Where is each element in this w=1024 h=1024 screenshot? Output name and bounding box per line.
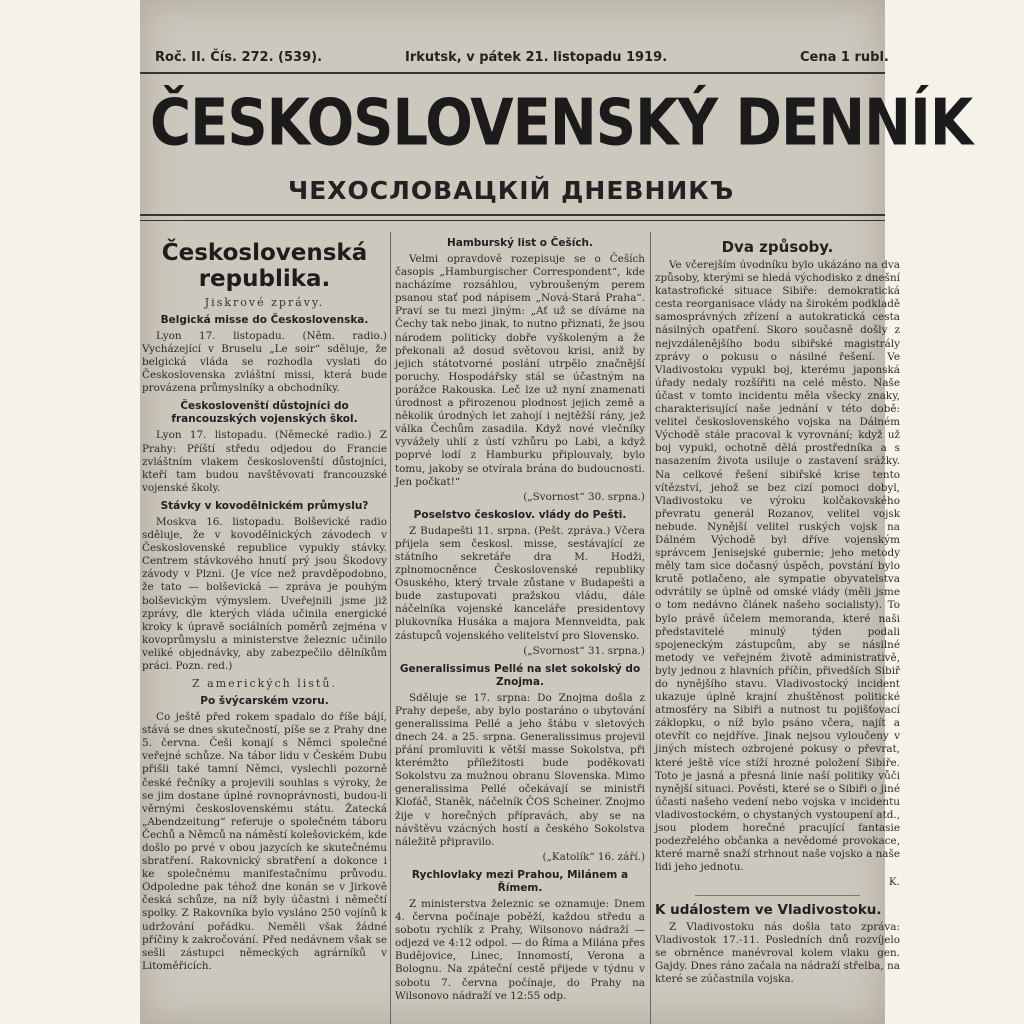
article-body: Sděluje se 17. srpna: Do Znojma došla z Prahy depeše, aby bylo postaráno o ubytování generalissima Pellé a jeho štábu v sletových dnech 24. a 25. srpna. Generalissimus projevil přání promluviti k větší masse Sokolstva, při kterémžto příležitosti bude poděkovati Sokolstvu za mužnou obranu Slovenska. Mimo generalissima Pellé očekávají se ministři Klofáč, Staněk, náčelník ČOS Scheiner. Znojmo žije v horečných přípravách, aby se na návštěvu vzácných hostí a českého Sokolstva náležitě připravilo.: [395, 691, 645, 848]
article-separator: [695, 895, 860, 896]
article-source: („Svornost“ 30. srpna.): [523, 490, 645, 503]
newspaper-page: [140, 0, 973, 1024]
article-body: Velmi opravdově rozepisuje se o Češích časopis „Hamburgischer Correspondent“, kde nacházíme rozsáhlou, vybroušeným perem psanou stať pod nápisem „Nová-Stará Praha“. Praví se tu mezi jiným: „Ať už se díváme na Čechy tak nebo jinak, to nutno přiznati, že jsou národem politicky dobře vyškoleným a že překonali až dosud světovou krisi, aniž by jejich státotvorné poslání utrpělo značnější poruchy. Hospodářsky stál se účastným na porážce Rakouska. Leč lze už nyní znamenati úrodnost a přirozenou plodnost jejich země a několik úrodných let zahojí i nejtěžší rány, jež válka Čechům zasadila. Když nové vlečníky vyvážely uhlí z ústí vzhůru po Labi, a když poprvé lodí z Hamburku připlouvaly, bylo tomu, jakoby se otvírala brána do budoucnosti. Jen počkat!“: [395, 253, 645, 488]
article-headline: Po švýcarském vzoru.: [200, 695, 329, 708]
column-2: [395, 232, 645, 1024]
price: Cena 1 rubl.: [800, 50, 889, 65]
article-headline: Rychlovlaky mezi Prahou, Milánem a Římem.: [411, 868, 629, 894]
article-source: („Svornost“ 31. srpna.): [523, 644, 645, 657]
article-body: Lyon 17. listopadu. (Německé radio.) Z Prahy: Příští středu odjedou do Francie zvláštním vlakem českoslovenští důstojníci, kteří tam budou navštěvovati francouzské vojenské školy.: [142, 429, 387, 494]
article-body: Z ministerstva železnic se oznamuje: Dnem 4. června počínaje poběží, každou středu a sobotu rychlík z Prahy, Wilsonovo nádraží — odjezd ve 4:12 odpol. — do Říma a Milána přes Budějovice, Linec, Innomostí, Verona a Bolognu. Na zpáteční cestě přijede v týdnu v sobotu 7. června počínaje, do Prahy na Wilsonovo nádraží ve 12:55 odp.: [395, 897, 645, 1002]
masthead-bottom-rule-thin: [140, 220, 885, 221]
editorial-headline: Dva způsoby.: [721, 238, 834, 256]
lead-headline: Československá republika.: [161, 240, 368, 292]
column-divider: [650, 232, 651, 1024]
article-body: Z Vladivostoku nás došla tato zpráva: Vladivostok 17.-11. Posledních dnů rozvíjelo se obrněnce manévroval kolem vlaku gen. Gajdy. Dnes ráno začala na nádraží střelba, na které se zúčastnila vojska.: [655, 920, 900, 985]
article-source: („Katolík“ 16. září.): [542, 850, 645, 863]
article-headline: K událostem ve Vladivostoku.: [655, 901, 882, 918]
article-headline: Poselstvo českoslov. vlády do Pešti.: [413, 508, 627, 521]
column-divider: [390, 232, 391, 1024]
masthead-bottom-rule: [140, 214, 885, 216]
article-headline: Belgická misse do Československa.: [160, 314, 369, 326]
article-body: Lyon 17. listopadu. (Něm. radio.) Vycházející v Bruselu „Le soir“ sděluje, že belgická vláda se rozhodla vyslati do Československa zvláštní missi, která bude provázena průmyslníky a obchodníky.: [142, 330, 387, 395]
article-body: Ve včerejším úvodníku bylo ukázáno na dva způsoby, kterými se hledá východisko z dnešní katastrofické situace Sibiře: demokratická cesta reorganisace vlády na širokém podkladě samosprávných zřízení a autokratická cesta násilných opatření. Skoro současně došly z nejvzdálenějšího bodu sibiřské magistrály zprávy o pokusu o násilné řešení. Ve Vladivostoku vypukl boj, kterému japonská úřady nedaly rozšířiti na celé město. Naše účast v tomto incidentu měla všecky znaky, charakterisující naše jednání v této době: velitel československého vojska na Dálném Východě stále pracoval k vyrovnání; když už boj vypukl, ochotně dělá prostředníka a s nasazením života usiluje o zastavení srážky. Na celkové řešení sibiřské krise tento vítězství, jehož se bez cizí pomoci dobyl, Vladivostoku ve výroku kolčakovského převratu generál Rozanov, velitel vojsk nebude. Nynější velitel ruských vojsk na Dálném Východě byl dříve vojenským správcem Jenisejské gubernie; jeho metody měly tam sice dočasný úspěch, povstání bylo krutě potlačeno, ale sympatie obyvatelstva odvrátily se úplně od omské vlády (měli jsme o tom nedávno článek našeho socialisty). To bylo právě účelem memoranda, které naši představitelé minulý týden podali spojeneckým zástupcům, aby se násilné metody ve veřejném životě administrativě, byly jednou z hlavních příčin, přivedších Sibiř do nynějšího stavu. Vladivostocký incident ukazuje úplně krajní zhuštěnost politické atmosféry na Sibiři a nutnost tu pojišťovací záklopku, o níž bylo psáno včera, najít a otevřít co nejdříve. Jinak nejsou vyloučeny v jiných místech ozbrojené pokusy o převrat, které ještě více stíží hrozné položení Sibiře. Toto je jasná a přesná linie naší politiky vůči nynější situaci. Pověsti, které se o Sibiři o jiné účasti našeho vedení nebo vojska v incidentu vladivostockém, o chystaných vystoupení atd., jsou plodem horečné pracující fantasie podezřelého občanka a nevědomé provokace, které marně snaží strhnout naše vojsko a naše lidi jeho jednotu.: [655, 259, 900, 874]
issue-number: Roč. II. Čís. 272. (539).: [155, 50, 323, 65]
article-body: Moskva 16. listopadu. Bolševické radio sděluje, že v kovodělnických závodech v Československé republice vypukly stávky. Centrem stávkového hnutí prý jsou Škodovy závody v Plzni. (Je více než pravděpodobno, že tato — bolševická — zpráva je pouhým bolševickým výmyslem. Uveřejnili jsme již zprávy, dle kterých vláda učinila energické kroky k úpravě sociálních poměrů zejména v kovoprůmyslu a ministerstve železnic učinilo veliké objednávky, aby zabezpečilo dělníkům práci. Pozn. red.): [142, 515, 387, 672]
masthead-top-rule: [140, 72, 885, 74]
masthead-info-line: [155, 50, 889, 70]
article-body: Z Budapešti 11. srpna. (Pešt. zpráva.) Včera přijela sem českosl. misse, sestávající ze státního sekretáře dra M. Hodži, zplnomocněnce Československé republiky Osuského, který trvale zůstane v Budapešti a bude zastupovati pražskou vládu, dále náčelníka vojenské kanceláře presidentovy plukovníka Husáka a majora Mennveidta, pak zástupců vojenského velitelství pro Slovensko.: [395, 524, 645, 642]
dateline: Irkutsk, v pátek 21. listopadu 1919.: [405, 50, 668, 65]
newspaper-subtitle: ЧЕХОСЛОВАЦКІЙ ДНЕВНИКЪ: [288, 176, 735, 205]
article-headline: Českoslovenští důstojníci do francouzských vojenských škol.: [171, 400, 358, 426]
article-headline: Hamburský list o Češích.: [446, 237, 594, 249]
article-headline: Stávky v kovodělnickém průmyslu?: [160, 499, 369, 512]
article-signature: K.: [888, 876, 900, 889]
section-kicker: Jiskrové zprávy.: [204, 296, 325, 309]
column-1: [142, 232, 387, 1024]
article-body: Co ještě před rokem spadalo do říše bájí, stává se dnes skutečností, píše se z Prahy dne 5. června. Češi konají s Němci společné veřejné schůze. Na tábor lidu v Českém Dubu přišli také tamní Němci, vyslechli pozorně české řečníky a projevili souhlas s výroky, že se jim dostane úplné rovnoprávnosti, budou-li věrnými československému státu. Žatecká „Abendzeitung“ referuje o společném táboru Čechů a Němců na náměstí kolešovickém, kde došlo po prvé v obou jazycích ke skutečnému sbratření. Rakovnický sbratření a dokonce i ke společnému manifestačnímu průvodu. Odpoledne pak téhož dne konán se v Jirkově česká schůze, na níž byly účastni i němečtí spolky. Z Rakovníka bylo vysláno 250 vojínů k udržování pořádku. Neměli však žádné příčiny k zakročování. Před nedávnem však se sešli zástupci německých agrárníků v Litoměřicích.: [142, 711, 387, 972]
section-kicker: Z amerických listů.: [192, 677, 337, 691]
column-3: [655, 232, 900, 1024]
article-headline: Generalissimus Pellé na slet sokolský do Znojma.: [399, 662, 641, 688]
newspaper-title: ČESKOSLOVENSKÝ DENNÍK: [150, 86, 973, 161]
